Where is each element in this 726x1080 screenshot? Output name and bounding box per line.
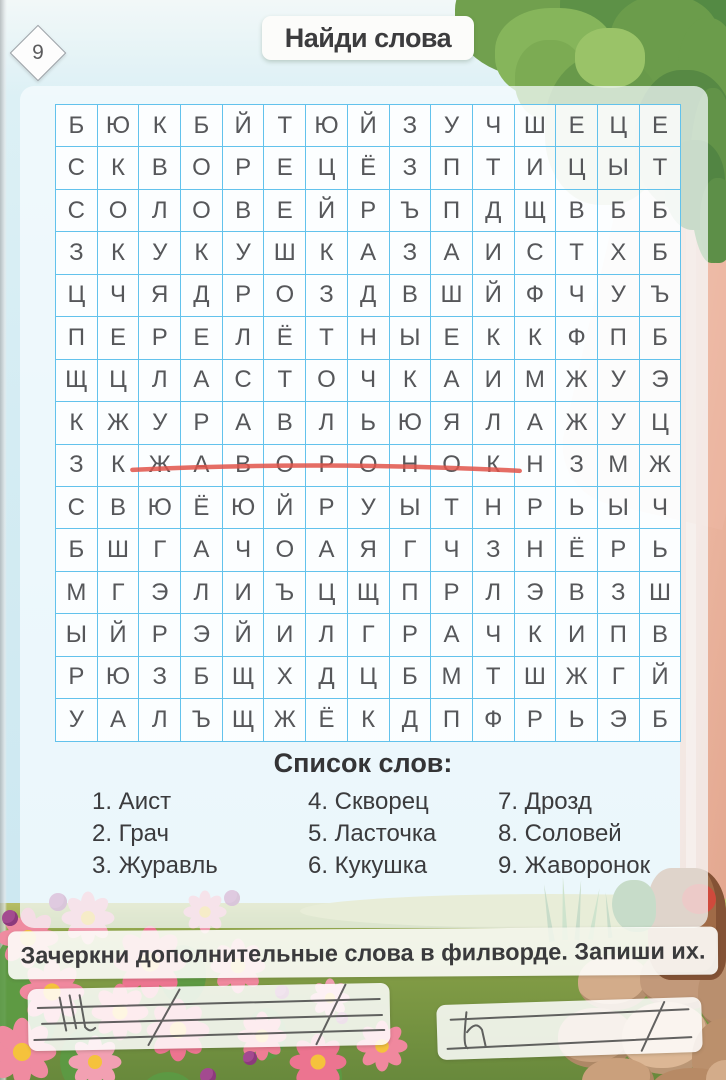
grid-cell-r1c2[interactable]: Ю bbox=[98, 105, 140, 147]
grid-cell-r1c7[interactable]: Ю bbox=[306, 105, 348, 147]
grid-cell-r14c1[interactable]: Р bbox=[56, 657, 98, 699]
grid-cell-r13c7[interactable]: Л bbox=[306, 614, 348, 656]
grid-cell-r12c3[interactable]: Э bbox=[139, 572, 181, 614]
grid-cell-r12c8[interactable]: Щ bbox=[348, 572, 390, 614]
grid-cell-r15c10[interactable]: П bbox=[431, 699, 473, 741]
grid-cell-r6c7[interactable]: Т bbox=[306, 317, 348, 359]
grid-cell-r4c13[interactable]: Т bbox=[556, 232, 598, 274]
grid-cell-r8c1[interactable]: К bbox=[56, 402, 98, 444]
grid-cell-r4c6[interactable]: Ш bbox=[264, 232, 306, 274]
grid-cell-r4c9[interactable]: З bbox=[390, 232, 432, 274]
answer-box-left[interactable] bbox=[27, 983, 390, 1051]
grid-cell-r1c9[interactable]: З bbox=[390, 105, 432, 147]
grid-cell-r11c11[interactable]: З bbox=[473, 529, 515, 571]
grid-cell-r4c2[interactable]: К bbox=[98, 232, 140, 274]
grid-cell-r12c6[interactable]: Ъ bbox=[264, 572, 306, 614]
grid-cell-r3c1[interactable]: С bbox=[56, 190, 98, 232]
grid-cell-r7c6[interactable]: Т bbox=[264, 360, 306, 402]
grid-cell-r8c3[interactable]: У bbox=[139, 402, 181, 444]
grid-cell-r9c8[interactable]: О bbox=[348, 445, 390, 487]
word-item-3: 3. Журавль bbox=[92, 852, 218, 879]
grid-cell-r2c14[interactable]: Ы bbox=[598, 147, 640, 189]
grid-cell-r5c10[interactable]: Ш bbox=[431, 275, 473, 317]
grid-cell-r11c15[interactable]: Ь bbox=[640, 529, 682, 571]
grid-cell-r7c12[interactable]: М bbox=[515, 360, 557, 402]
grid-cell-r8c6[interactable]: В bbox=[264, 402, 306, 444]
grid-cell-r9c3[interactable]: Ж bbox=[139, 445, 181, 487]
grid-cell-r15c6[interactable]: Ж bbox=[264, 699, 306, 741]
word-item-4: 4. Скворец bbox=[308, 788, 429, 815]
grid-cell-r11c4[interactable]: А bbox=[181, 529, 223, 571]
grid-cell-r3c5[interactable]: В bbox=[223, 190, 265, 232]
grid-cell-r9c11[interactable]: К bbox=[473, 445, 515, 487]
grid-cell-r9c2[interactable]: К bbox=[98, 445, 140, 487]
handwriting-marks-left bbox=[27, 983, 390, 1051]
grid-cell-r3c10[interactable]: П bbox=[431, 190, 473, 232]
grid-cell-r6c4[interactable]: Е bbox=[181, 317, 223, 359]
grid-cell-r8c11[interactable]: Л bbox=[473, 402, 515, 444]
grid-cell-r15c9[interactable]: Д bbox=[390, 699, 432, 741]
grid-cell-r13c3[interactable]: Р bbox=[139, 614, 181, 656]
grid-cell-r9c10[interactable]: О bbox=[431, 445, 473, 487]
grid-cell-r6c11[interactable]: К bbox=[473, 317, 515, 359]
grid-cell-r2c10[interactable]: П bbox=[431, 147, 473, 189]
grid-cell-r1c1[interactable]: Б bbox=[56, 105, 98, 147]
grid-cell-r10c13[interactable]: Ь bbox=[556, 487, 598, 529]
grid-cell-r1c6[interactable]: Т bbox=[264, 105, 306, 147]
grid-cell-r6c14[interactable]: П bbox=[598, 317, 640, 359]
grid-cell-r8c2[interactable]: Ж bbox=[98, 402, 140, 444]
grid-cell-r9c1[interactable]: З bbox=[56, 445, 98, 487]
page-number-badge bbox=[10, 25, 67, 82]
word-item-5: 5. Ласточка bbox=[308, 820, 437, 847]
grid-cell-r13c11[interactable]: Ч bbox=[473, 614, 515, 656]
grid-cell-r3c14[interactable]: Б bbox=[598, 190, 640, 232]
grid-cell-r5c9[interactable]: В bbox=[390, 275, 432, 317]
grid-cell-r3c9[interactable]: Ъ bbox=[390, 190, 432, 232]
grid-cell-r7c2[interactable]: Ц bbox=[98, 360, 140, 402]
grid-cell-r6c13[interactable]: Ф bbox=[556, 317, 598, 359]
grid-cell-r15c2[interactable]: А bbox=[98, 699, 140, 741]
grid-cell-r8c10[interactable]: Я bbox=[431, 402, 473, 444]
grid-cell-r5c5[interactable]: Р bbox=[223, 275, 265, 317]
grid-cell-r10c3[interactable]: Ю bbox=[139, 487, 181, 529]
grid-cell-r2c11[interactable]: Т bbox=[473, 147, 515, 189]
grid-cell-r15c4[interactable]: Ъ bbox=[181, 699, 223, 741]
word-item-1: 1. Аист bbox=[92, 788, 172, 815]
grid-cell-r14c8[interactable]: Ц bbox=[348, 657, 390, 699]
grid-cell-r1c10[interactable]: У bbox=[431, 105, 473, 147]
grid-cell-r4c15[interactable]: Б bbox=[640, 232, 682, 274]
grid-cell-r14c7[interactable]: Д bbox=[306, 657, 348, 699]
word-list-column-2 bbox=[308, 786, 436, 882]
grid-cell-r8c13[interactable]: Ж bbox=[556, 402, 598, 444]
grid-cell-r9c7[interactable]: Р bbox=[306, 445, 348, 487]
grid-cell-r13c1[interactable]: Ы bbox=[56, 614, 98, 656]
grid-cell-r5c7[interactable]: З bbox=[306, 275, 348, 317]
grid-cell-r3c6[interactable]: Е bbox=[264, 190, 306, 232]
grid-cell-r2c5[interactable]: Р bbox=[223, 147, 265, 189]
grid-cell-r5c8[interactable]: Д bbox=[348, 275, 390, 317]
grid-cell-r1c4[interactable]: Б bbox=[181, 105, 223, 147]
grid-cell-r3c11[interactable]: Д bbox=[473, 190, 515, 232]
grid-cell-r4c1[interactable]: З bbox=[56, 232, 98, 274]
grid-cell-r3c3[interactable]: Л bbox=[139, 190, 181, 232]
grid-cell-r15c14[interactable]: Э bbox=[598, 699, 640, 741]
grid-cell-r2c2[interactable]: К bbox=[98, 147, 140, 189]
foliage-clump bbox=[575, 28, 645, 88]
grid-cell-r12c10[interactable]: Р bbox=[431, 572, 473, 614]
grid-cell-r15c8[interactable]: К bbox=[348, 699, 390, 741]
grid-cell-r12c13[interactable]: В bbox=[556, 572, 598, 614]
grid-cell-r14c4[interactable]: Б bbox=[181, 657, 223, 699]
grid-cell-r2c15[interactable]: Т bbox=[640, 147, 682, 189]
grid-cell-r6c15[interactable]: Б bbox=[640, 317, 682, 359]
grid-cell-r11c12[interactable]: Н bbox=[515, 529, 557, 571]
grid-cell-r8c4[interactable]: Р bbox=[181, 402, 223, 444]
grid-cell-r12c14[interactable]: З bbox=[598, 572, 640, 614]
grid-cell-r4c10[interactable]: А bbox=[431, 232, 473, 274]
grid-cell-r13c15[interactable]: В bbox=[640, 614, 682, 656]
word-list-column-1 bbox=[92, 786, 218, 882]
grid-cell-r6c5[interactable]: Л bbox=[223, 317, 265, 359]
grid-cell-r14c10[interactable]: М bbox=[431, 657, 473, 699]
grid-cell-r5c2[interactable]: Ч bbox=[98, 275, 140, 317]
grid-cell-r13c13[interactable]: И bbox=[556, 614, 598, 656]
grid-cell-r7c7[interactable]: О bbox=[306, 360, 348, 402]
grid-cell-r1c3[interactable]: К bbox=[139, 105, 181, 147]
grid-cell-r4c11[interactable]: И bbox=[473, 232, 515, 274]
grid-cell-r10c7[interactable]: Р bbox=[306, 487, 348, 529]
grid-cell-r6c12[interactable]: К bbox=[515, 317, 557, 359]
grid-cell-r11c1[interactable]: Б bbox=[56, 529, 98, 571]
grid-cell-r3c12[interactable]: Щ bbox=[515, 190, 557, 232]
grid-cell-r6c3[interactable]: Р bbox=[139, 317, 181, 359]
grid-cell-r1c12[interactable]: Ш bbox=[515, 105, 557, 147]
grid-cell-r15c3[interactable]: Л bbox=[139, 699, 181, 741]
word-list-column-3 bbox=[498, 786, 650, 882]
grid-cell-r9c4[interactable]: А bbox=[181, 445, 223, 487]
grid-cell-r5c13[interactable]: Ч bbox=[556, 275, 598, 317]
grid-cell-r13c8[interactable]: Г bbox=[348, 614, 390, 656]
grid-cell-r11c9[interactable]: Г bbox=[390, 529, 432, 571]
grid-cell-r1c5[interactable]: Й bbox=[223, 105, 265, 147]
grid-cell-r2c3[interactable]: В bbox=[139, 147, 181, 189]
grid-cell-r13c2[interactable]: Й bbox=[98, 614, 140, 656]
grid-cell-r7c15[interactable]: Э bbox=[640, 360, 682, 402]
grid-cell-r11c8[interactable]: Я bbox=[348, 529, 390, 571]
grid-cell-r13c12[interactable]: К bbox=[515, 614, 557, 656]
purple-bud bbox=[200, 1068, 216, 1080]
grid-cell-r12c11[interactable]: Л bbox=[473, 572, 515, 614]
grid-cell-r10c4[interactable]: Ё bbox=[181, 487, 223, 529]
word-item-8: 8. Соловей bbox=[498, 820, 622, 847]
grid-cell-r2c9[interactable]: З bbox=[390, 147, 432, 189]
grid-cell-r6c8[interactable]: Н bbox=[348, 317, 390, 359]
grid-cell-r3c4[interactable]: О bbox=[181, 190, 223, 232]
grid-cell-r8c8[interactable]: Ь bbox=[348, 402, 390, 444]
grid-cell-r15c7[interactable]: Ё bbox=[306, 699, 348, 741]
word-item-2: 2. Грач bbox=[92, 820, 170, 847]
grid-cell-r14c3[interactable]: З bbox=[139, 657, 181, 699]
word-item-6: 6. Кукушка bbox=[308, 852, 428, 879]
grid-cell-r4c8[interactable]: А bbox=[348, 232, 390, 274]
grid-cell-r10c14[interactable]: Ы bbox=[598, 487, 640, 529]
grid-cell-r8c9[interactable]: Ю bbox=[390, 402, 432, 444]
grid-cell-r10c2[interactable]: В bbox=[98, 487, 140, 529]
grid-cell-r4c7[interactable]: К bbox=[306, 232, 348, 274]
grid-cell-r12c15[interactable]: Ш bbox=[640, 572, 682, 614]
grid-cell-r8c5[interactable]: А bbox=[223, 402, 265, 444]
grid-cell-r2c12[interactable]: И bbox=[515, 147, 557, 189]
grid-cell-r9c5[interactable]: В bbox=[223, 445, 265, 487]
task-text: Зачеркни дополнительные слова в филворде. Запиши их. bbox=[20, 937, 706, 968]
grid-cell-r5c14[interactable]: У bbox=[598, 275, 640, 317]
grid-cell-r1c13[interactable]: Е bbox=[556, 105, 598, 147]
grid-cell-r11c2[interactable]: Ш bbox=[98, 529, 140, 571]
word-item-7: 7. Дрозд bbox=[498, 788, 592, 815]
grid-cell-r7c11[interactable]: И bbox=[473, 360, 515, 402]
grid-cell-r13c4[interactable]: Э bbox=[181, 614, 223, 656]
title-plate bbox=[262, 16, 474, 60]
purple-bud bbox=[2, 910, 18, 926]
grid-cell-r7c4[interactable]: А bbox=[181, 360, 223, 402]
grid-cell-r7c1[interactable]: Щ bbox=[56, 360, 98, 402]
grid-cell-r10c11[interactable]: Н bbox=[473, 487, 515, 529]
grid-cell-r2c7[interactable]: Ц bbox=[306, 147, 348, 189]
grid-cell-r10c15[interactable]: Ч bbox=[640, 487, 682, 529]
grid-cell-r14c14[interactable]: Г bbox=[598, 657, 640, 699]
grid-cell-r7c13[interactable]: Ж bbox=[556, 360, 598, 402]
grid-cell-r3c2[interactable]: О bbox=[98, 190, 140, 232]
grid-cell-r15c5[interactable]: Щ bbox=[223, 699, 265, 741]
grid-cell-r12c4[interactable]: Л bbox=[181, 572, 223, 614]
grid-cell-r10c6[interactable]: Й bbox=[264, 487, 306, 529]
grid-cell-r6c9[interactable]: Ы bbox=[390, 317, 432, 359]
word-list bbox=[0, 748, 726, 898]
grid-cell-r2c6[interactable]: Е bbox=[264, 147, 306, 189]
grid-cell-r7c9[interactable]: К bbox=[390, 360, 432, 402]
grid-cell-r5c11[interactable]: Й bbox=[473, 275, 515, 317]
grid-cell-r1c8[interactable]: Й bbox=[348, 105, 390, 147]
grid-cell-r11c7[interactable]: А bbox=[306, 529, 348, 571]
grid-cell-r8c7[interactable]: Л bbox=[306, 402, 348, 444]
page-number: 9 bbox=[32, 41, 44, 64]
grid-cell-r10c12[interactable]: Р bbox=[515, 487, 557, 529]
grid-cell-r14c15[interactable]: Й bbox=[640, 657, 682, 699]
grid-cell-r6c1[interactable]: П bbox=[56, 317, 98, 359]
grid-cell-r9c15[interactable]: Ж bbox=[640, 445, 682, 487]
grid-cell-r14c6[interactable]: Х bbox=[264, 657, 306, 699]
grid-cell-r2c8[interactable]: Ё bbox=[348, 147, 390, 189]
grid-cell-r9c9[interactable]: Н bbox=[390, 445, 432, 487]
grid-cell-r14c5[interactable]: Щ bbox=[223, 657, 265, 699]
grid-cell-r8c12[interactable]: А bbox=[515, 402, 557, 444]
purple-bud bbox=[243, 1051, 257, 1065]
grid-cell-r1c15[interactable]: Е bbox=[640, 105, 682, 147]
grid-cell-r14c9[interactable]: Б bbox=[390, 657, 432, 699]
grid-cell-r11c14[interactable]: Р bbox=[598, 529, 640, 571]
grid-cell-r6c2[interactable]: Е bbox=[98, 317, 140, 359]
grid-cell-r13c10[interactable]: А bbox=[431, 614, 473, 656]
grid-cell-r7c5[interactable]: С bbox=[223, 360, 265, 402]
grid-cell-r14c12[interactable]: Ш bbox=[515, 657, 557, 699]
grid-cell-r3c7[interactable]: Й bbox=[306, 190, 348, 232]
word-item-9: 9. Жаворонок bbox=[498, 852, 651, 879]
grid-cell-r6c6[interactable]: Ё bbox=[264, 317, 306, 359]
grid-cell-r2c13[interactable]: Ц bbox=[556, 147, 598, 189]
grid-cell-r9c14[interactable]: М bbox=[598, 445, 640, 487]
grid-cell-r11c6[interactable]: О bbox=[264, 529, 306, 571]
grid-cell-r4c3[interactable]: У bbox=[139, 232, 181, 274]
grid-cell-r7c8[interactable]: Ч bbox=[348, 360, 390, 402]
handwriting-marks-right bbox=[436, 997, 703, 1060]
answer-box-right[interactable] bbox=[436, 997, 703, 1060]
grid-cell-r7c14[interactable]: У bbox=[598, 360, 640, 402]
grid-cell-r4c4[interactable]: К bbox=[181, 232, 223, 274]
grid-cell-r15c1[interactable]: У bbox=[56, 699, 98, 741]
grid-cell-r13c14[interactable]: П bbox=[598, 614, 640, 656]
grid-cell-r13c5[interactable]: Й bbox=[223, 614, 265, 656]
grid-cell-r11c13[interactable]: Ё bbox=[556, 529, 598, 571]
grid-cell-r14c13[interactable]: Ж bbox=[556, 657, 598, 699]
grid-cell-r12c2[interactable]: Г bbox=[98, 572, 140, 614]
grid-cell-r12c7[interactable]: Ц bbox=[306, 572, 348, 614]
grid-cell-r1c11[interactable]: Ч bbox=[473, 105, 515, 147]
grid-cell-r8c14[interactable]: У bbox=[598, 402, 640, 444]
task-instruction-strip bbox=[8, 927, 718, 980]
grid-cell-r5c15[interactable]: Ъ bbox=[640, 275, 682, 317]
grid-cell-r11c10[interactable]: Ч bbox=[431, 529, 473, 571]
grid-cell-r4c12[interactable]: С bbox=[515, 232, 557, 274]
grid-cell-r11c5[interactable]: Ч bbox=[223, 529, 265, 571]
grid-cell-r5c4[interactable]: Д bbox=[181, 275, 223, 317]
grid-cell-r10c10[interactable]: Т bbox=[431, 487, 473, 529]
grid-cell-r3c13[interactable]: В bbox=[556, 190, 598, 232]
grid-cell-r11c3[interactable]: Г bbox=[139, 529, 181, 571]
grid-cell-r10c5[interactable]: Ю bbox=[223, 487, 265, 529]
grid-cell-r9c12[interactable]: Н bbox=[515, 445, 557, 487]
grid-cell-r15c12[interactable]: Р bbox=[515, 699, 557, 741]
grid-cell-r10c8[interactable]: У bbox=[348, 487, 390, 529]
grid-cell-r1c14[interactable]: Ц bbox=[598, 105, 640, 147]
grid-cell-r5c3[interactable]: Я bbox=[139, 275, 181, 317]
grid-cell-r3c15[interactable]: Б bbox=[640, 190, 682, 232]
grid-cell-r5c6[interactable]: О bbox=[264, 275, 306, 317]
grid-cell-r2c4[interactable]: О bbox=[181, 147, 223, 189]
grid-cell-r12c1[interactable]: М bbox=[56, 572, 98, 614]
grid-cell-r10c1[interactable]: С bbox=[56, 487, 98, 529]
grid-cell-r4c5[interactable]: У bbox=[223, 232, 265, 274]
grid-cell-r6c10[interactable]: Е bbox=[431, 317, 473, 359]
grid-cell-r9c6[interactable]: О bbox=[264, 445, 306, 487]
grid-cell-r14c2[interactable]: Ю bbox=[98, 657, 140, 699]
grid-cell-r15c15[interactable]: Б bbox=[640, 699, 682, 741]
grid-cell-r14c11[interactable]: Т bbox=[473, 657, 515, 699]
grid-cell-r3c8[interactable]: Р bbox=[348, 190, 390, 232]
grid-cell-r12c9[interactable]: П bbox=[390, 572, 432, 614]
grid-cell-r15c11[interactable]: Ф bbox=[473, 699, 515, 741]
grid-cell-r15c13[interactable]: Ь bbox=[556, 699, 598, 741]
grid-cell-r13c9[interactable]: Р bbox=[390, 614, 432, 656]
grid-cell-r12c5[interactable]: И bbox=[223, 572, 265, 614]
grid-cell-r13c6[interactable]: И bbox=[264, 614, 306, 656]
grid-cell-r8c15[interactable]: Ц bbox=[640, 402, 682, 444]
grid-cell-r12c12[interactable]: Э bbox=[515, 572, 557, 614]
grid-cell-r5c1[interactable]: Ц bbox=[56, 275, 98, 317]
grid-cell-r9c13[interactable]: З bbox=[556, 445, 598, 487]
grid-cell-r5c12[interactable]: Ф bbox=[515, 275, 557, 317]
word-list-heading: Список слов: bbox=[273, 748, 453, 778]
grid-cell-r7c10[interactable]: А bbox=[431, 360, 473, 402]
grid-cell-r7c3[interactable]: Л bbox=[139, 360, 181, 402]
grid-cell-r4c14[interactable]: Х bbox=[598, 232, 640, 274]
grid-cell-r2c1[interactable]: С bbox=[56, 147, 98, 189]
word-search-grid bbox=[55, 104, 681, 742]
grid-cell-r10c9[interactable]: Ы bbox=[390, 487, 432, 529]
page-title: Найди слова bbox=[284, 22, 452, 53]
